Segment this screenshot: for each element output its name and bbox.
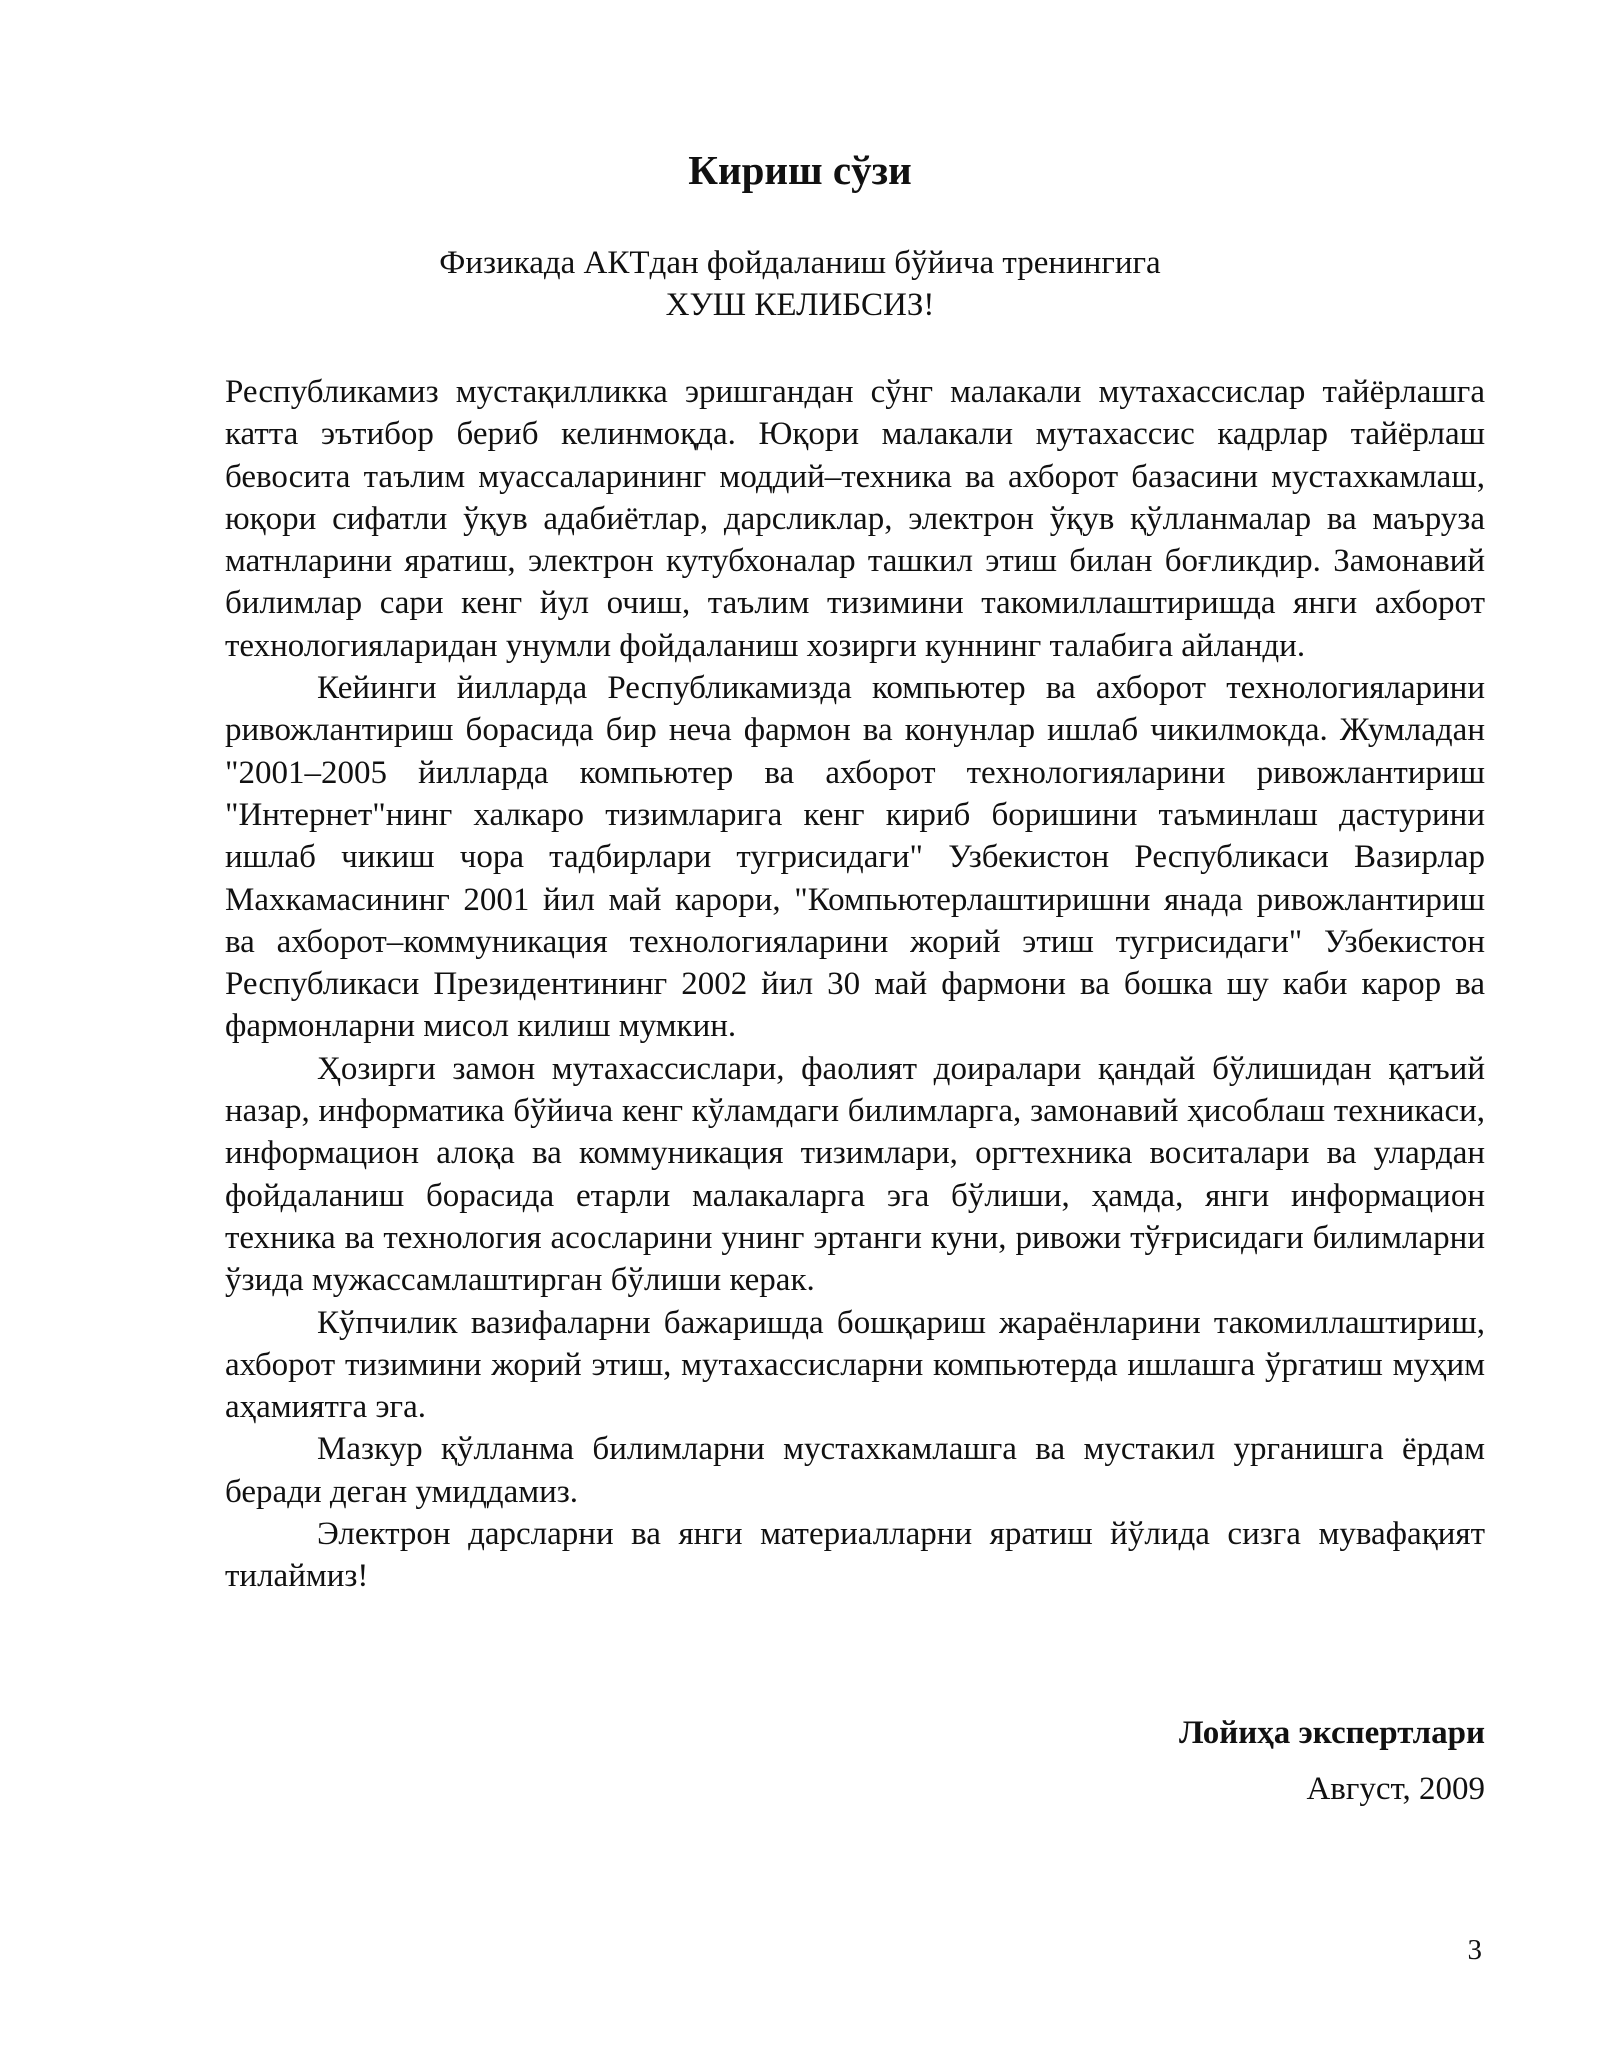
- body-text: [225, 371, 1485, 1598]
- paragraph-4: Кўпчилик вазифаларни бажаришда бошқариш жараёнларини такомиллаштириш, ахборот тизимини жорий этиш, мутахассисларни компьютерда ишлашга ўргатиш муҳим аҳамиятга эга.: [225, 1304, 1485, 1426]
- signature: Лойиҳа экспертлари: [1179, 1715, 1485, 1751]
- page-title: Кириш сўзи: [688, 147, 912, 193]
- welcome-block: [0, 242, 1600, 326]
- welcome-line-1: Физикада АКТдан фойдаланиш бўйича тренингига: [439, 245, 1161, 281]
- paragraph-6: Электрон дарсларни ва янги материалларни яратиш йўлида сизга мувафақият тилаймиз!: [225, 1516, 1485, 1595]
- paragraph-5: Мазкур қўлланма билимларни мустахкамлашга ва мустакил урганишга ёрдам беради деган умиддамиз.: [225, 1431, 1485, 1510]
- welcome-line-2: ХУШ КЕЛИБСИЗ!: [665, 287, 935, 323]
- page-number: 3: [1467, 1934, 1482, 1966]
- date: Август, 2009: [1306, 1771, 1485, 1807]
- paragraph-3: Ҳозирги замон мутахассислари, фаолият доиралари қандай бўлишидан қатъий назар, информатика бўйича кенг кўламдаги билимларга, замонавий ҳисоблаш техникаси, информацион алоқа ва коммуникация тизимлари, оргтехника воситалари ва улардан фойдаланиш борасида етарли малакаларга эга бўлиши, ҳамда, янги информацион техника ва технология асосларини унинг эртанги куни, ривожи тўғрисидаги билимларни ўзида мужассамлаштирган бўлиши керак.: [225, 1050, 1485, 1299]
- paragraph-2: Кейинги йилларда Республикамизда компьютер ва ахборот технологияларини ривожлантириш борасида бир неча фармон ва конунлар ишлаб чикилмокда. Жумладан "2001–2005 йилларда компьютер ва ахборот технологияларини ривожлантириш "Интернет"нинг халкаро тизимларига кенг кириб боришини таъминлаш дастурини ишлаб чикиш чора тадбирлари тугрисидаги" Узбекистон Республикаси Вазирлар Махкамасининг 2001 йил май карори, "Компьютерлаштиришни янада ривожлантириш ва ахборот–коммуникация технологияларини жорий этиш тугрисидаги" Узбекистон Республикаси Президентининг 2002 йил 30 май фармони ва бошка шу каби карор ва фармонларни мисол килиш мумкин.: [225, 670, 1485, 1045]
- paragraph-1: Республикамиз мустақилликка эришгандан сўнг малакали мутахассислар тайёрлашга катта эътибор бериб келинмоқда. Юқори малакали мутахассис кадрлар тайёрлаш бевосита таълим муассаларининг моддий–техника ва ахборот базасини мустахкамлаш, юқори сифатли ўқув адабиётлар, дарсликлар, электрон ўқув қўлланмалар ва маъруза матнларини яратиш, электрон кутубхоналар ташкил этиш билан боғликдир. Замонавий билимлар сари кенг йул очиш, таълим тизимини такомиллаштиришда янги ахборот технологияларидан унумли фойдаланиш хозирги куннинг талабига айланди.: [225, 374, 1485, 664]
